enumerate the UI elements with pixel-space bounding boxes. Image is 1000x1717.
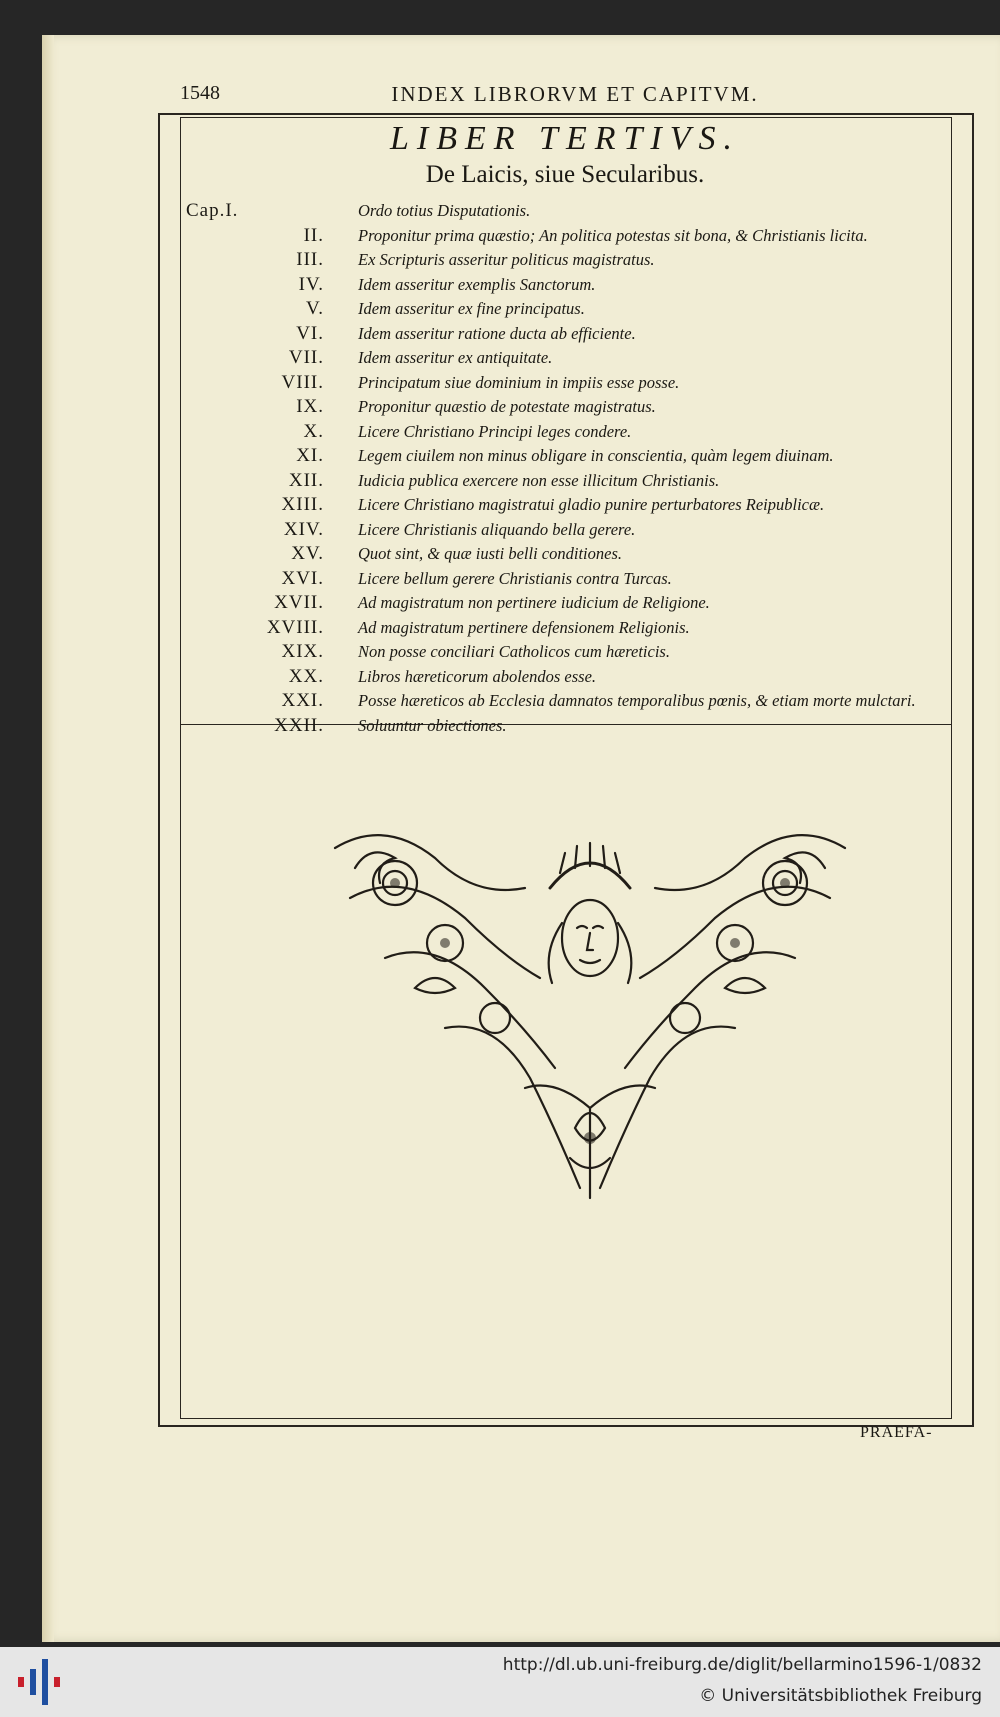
chapter-number: XII. <box>288 469 324 491</box>
chapter-title: Posse hæreticos ab Ecclesia damnatos temporalibus pœnis, & etiam morte mulctari. <box>358 691 916 710</box>
chapter-title: Licere Christiano Principi leges condere. <box>358 421 632 441</box>
chapter-number: V. <box>305 298 324 319</box>
chapter-row <box>186 396 976 421</box>
chapter-row <box>186 372 976 397</box>
chapter-row <box>186 225 976 250</box>
chapter-number: IX. <box>296 396 324 417</box>
chapter-row <box>186 470 976 495</box>
chapter-title: Proponitur quæstio de potestate magistratus. <box>358 397 656 416</box>
chapter-list <box>186 200 976 739</box>
chapter-title: Ad magistratum non pertinere iudicium de Religione. <box>358 593 710 612</box>
chapter-title: Principatum siue dominium in impiis esse posse. <box>358 372 680 392</box>
chapter-title: Ordo totius Disputationis. <box>358 201 531 220</box>
chapter-title: Libros hæreticorum abolendos esse. <box>358 666 597 686</box>
chapter-number: XI. <box>296 445 324 466</box>
chapter-title: Iudicia publica exercere non esse illicitum Christianis. <box>358 470 720 490</box>
library-logo-icon <box>10 1655 64 1709</box>
chapter-title: Licere Christiano magistratui gladio punire perturbatores Reipublicæ. <box>358 495 825 514</box>
page-header <box>180 82 970 112</box>
chapter-number: XXII. <box>274 714 324 736</box>
chapter-number: XVIII. <box>266 616 324 638</box>
chapter-number: XVII. <box>274 592 324 613</box>
chapter-title: Legem ciuilem non minus obligare in conscientia, quàm legem diuinam. <box>358 446 834 465</box>
chapter-row <box>186 421 976 446</box>
chapter-row <box>186 543 976 568</box>
chapter-number: Cap.I. <box>186 200 239 221</box>
chapter-title: Idem asseritur ex antiquitate. <box>358 348 553 367</box>
header-title: INDEX LIBRORVM ET CAPITVM. <box>391 82 759 106</box>
chapter-row <box>186 445 976 470</box>
chapter-title: Idem asseritur ratione ducta ab efficiente. <box>358 323 636 343</box>
chapter-number: XVI. <box>281 567 324 589</box>
chapter-number: II. <box>303 224 324 246</box>
chapter-row <box>186 568 976 593</box>
woodcut-ornament <box>325 828 855 1213</box>
book-subtitle: De Laicis, siue Secularibus. <box>425 161 705 188</box>
chapter-title: Ad magistratum pertinere defensionem Religionis. <box>358 617 690 637</box>
copyright-notice: © Universitätsbibliothek Freiburg <box>699 1686 982 1706</box>
chapter-number: XXI. <box>281 690 324 711</box>
chapter-row <box>186 494 976 519</box>
chapter-number: XIX. <box>281 641 324 662</box>
source-url[interactable]: http://dl.ub.uni-freiburg.de/diglit/bellarmino1596-1/0832 <box>502 1655 982 1675</box>
chapter-number: X. <box>303 420 324 442</box>
viewer-footer <box>0 1647 1000 1717</box>
chapter-row <box>186 617 976 642</box>
page-number: 1548 <box>180 82 220 104</box>
chapter-number: XIII. <box>281 494 324 515</box>
chapter-number: VI. <box>296 322 324 344</box>
chapter-row <box>186 347 976 372</box>
chapter-row <box>186 519 976 544</box>
chapter-title: Quot sint, & quæ iusti belli conditiones. <box>358 544 622 563</box>
chapter-row <box>186 323 976 348</box>
chapter-number: III. <box>296 249 324 270</box>
chapter-row <box>186 641 976 666</box>
chapter-title: Proponitur prima quæstio; An politica potestas sit bona, & Christianis licita. <box>358 225 868 245</box>
chapter-title: Non posse conciliari Catholicos cum hæreticis. <box>358 642 670 661</box>
chapter-row <box>186 715 976 740</box>
chapter-title: Idem asseritur ex fine principatus. <box>358 299 585 318</box>
chapter-number: XIV. <box>283 518 324 540</box>
catchword: PRAEFA- <box>860 1424 933 1441</box>
chapter-row <box>186 666 976 691</box>
chapter-number: XV. <box>291 543 324 564</box>
chapter-row <box>186 200 976 225</box>
chapter-number: IV. <box>298 273 324 295</box>
chapter-row <box>186 690 976 715</box>
chapter-title: Ex Scripturis asseritur politicus magistratus. <box>358 250 655 269</box>
book-title: LIBER TERTIVS. <box>390 120 740 157</box>
chapter-row <box>186 592 976 617</box>
page-edge <box>42 35 54 1642</box>
chapter-title: Soluuntur obiectiones. <box>358 715 507 735</box>
chapter-row <box>186 249 976 274</box>
chapter-number: VIII. <box>281 371 324 393</box>
chapter-title: Licere Christianis aliquando bella gerere. <box>358 519 636 539</box>
chapter-title: Idem asseritur exemplis Sanctorum. <box>358 274 596 294</box>
chapter-row <box>186 298 976 323</box>
chapter-title: Licere bellum gerere Christianis contra Turcas. <box>358 568 672 588</box>
chapter-number: XX. <box>288 665 324 687</box>
chapter-number: VII. <box>288 347 324 368</box>
chapter-row <box>186 274 976 299</box>
